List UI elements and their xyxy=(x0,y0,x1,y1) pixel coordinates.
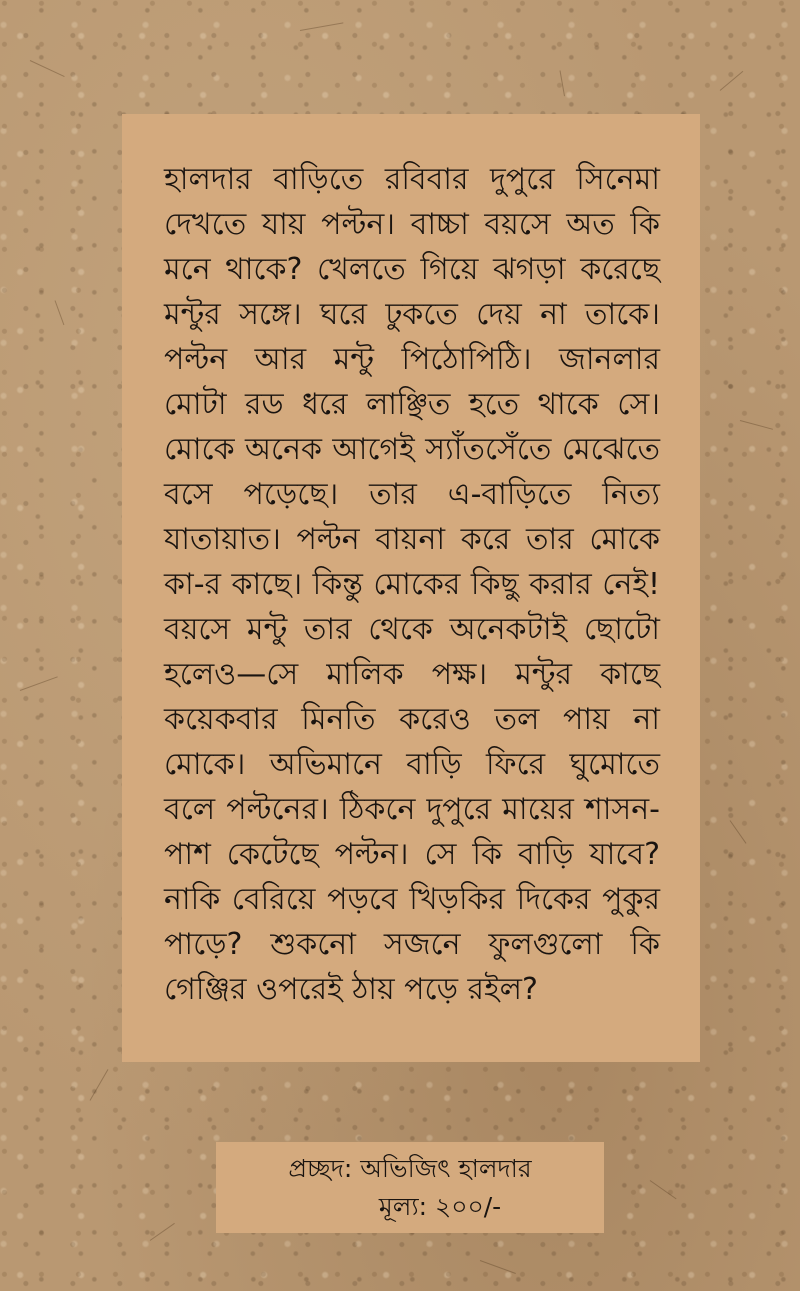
price-label: মূল্য: ২০০/- xyxy=(378,1192,502,1221)
credits-panel xyxy=(216,1142,604,1233)
blurb-panel xyxy=(122,114,700,1062)
blurb-text: হালদার বাড়িতে রবিবার দুপুরে সিনেমা দেখতে যায় পল্টন। বাচ্চা বয়সে অত কি মনে থাকে? খেলতে গিয়ে ঝগড়া করেছে মন্টুর সঙ্গে। ঘরে ঢুকতে দেয় না তাকে। পল্টন আর মন্টু পিঠোপিঠি। জানলার মোটা রড ধরে লাঞ্ছিত হতে থাকে সে। মোকে অনেক আগেই স্যাঁতসেঁতে মেঝেতে বসে পড়েছে। তার এ-বাড়িতে নিত্য যাতায়াত। পল্টন বায়না করে তার মোকে কা-র কাছে। কিন্তু মোকের কিছু করার নেই! বয়সে মন্টু তার থেকে অনেকটাই ছোটো হলেও—সে মালিক পক্ষ। মন্টুর কাছে কয়েকবার মিনতি করেও তল পায় না মোকে। অভিমানে বাড়ি ফিরে ঘুমোতে বলে পল্টনের। ঠিকনে দুপুরে মায়ের শাসন-পাশ কেটেছে পল্টন। সে কি বাড়ি যাবে? নাকি বেরিয়ে পড়বে খিড়কির দিকের পুকুর পাড়ে? শুকনো সজনে ফুলগুলো কি গেঞ্জির ওপরেই ঠায় পড়ে রইল? xyxy=(164,162,660,1007)
cover-artist-credit: প্রচ্ছদ: অভিজিৎ হালদার xyxy=(288,1154,532,1183)
